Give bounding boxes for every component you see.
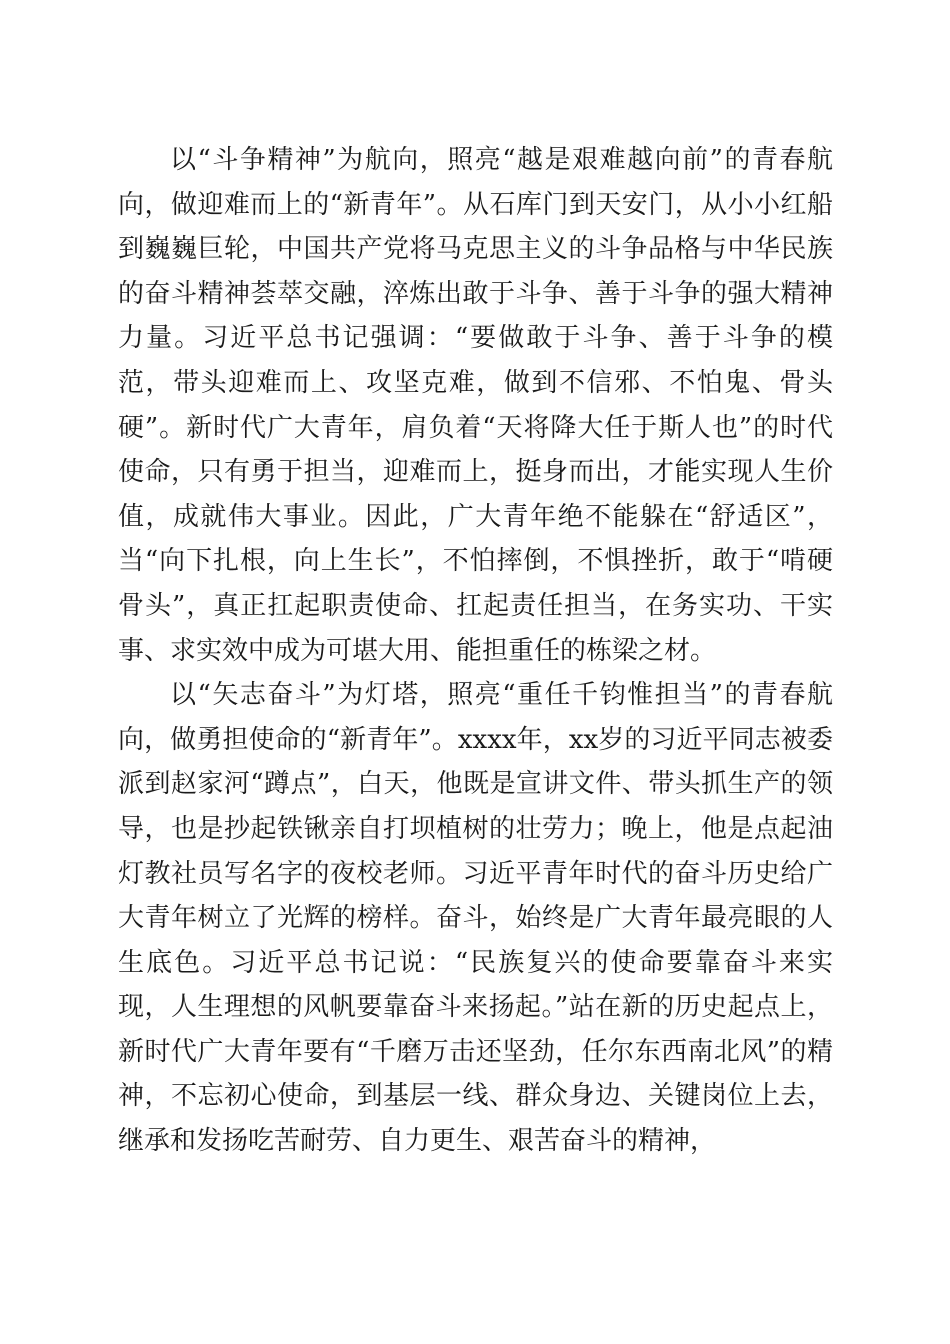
- paragraph-struggle-spirit: 以“斗争精神”为航向，照亮“越是艰难越向前”的青春航向，做迎难而上的“新青年”。从石库门到天安门，从小小红船到巍巍巨轮，中国共产党将马克思主义的斗争品格与中华民族的奋斗精神荟萃交融，淬炼出敢于斗争、善于斗争的强大精神力量。习近平总书记强调：“要做敢于斗争、善于斗争的模范，带头迎难而上、攻坚克难，做到不信邪、不怕鬼、骨头硬”。新时代广大青年，肩负着“天将降大任于斯人也”的时代使命，只有勇于担当，迎难而上，挺身而出，才能实现人生价值，成就伟大事业。因此，广大青年绝不能躲在“舒适区”，当“向下扎根，向上生长”，不怕摔倒，不惧挫折，敢于“啃硬骨头”，真正扛起职责使命、扛起责任担当，在务实功、干实事、求实效中成为可堪大用、能担重任的栋梁之材。: [118, 145, 833, 666]
- paragraph-perseverance: 以“矢志奋斗”为灯塔，照亮“重任千钧惟担当”的青春航向，做勇担使命的“新青年”。xxxx年，xx岁的习近平同志被委派到赵家河“蹲点”，白天，他既是宣讲文件、带头抓生产的领导，也是抄起铁锹亲自打坝植树的壮劳力；晚上，他是点起油灯教社员写名字的夜校老师。习近平青年时代的奋斗历史给广大青年树立了光辉的榜样。奋斗，始终是广大青年最亮眼的人生底色。习近平总书记说：“民族复兴的使命要靠奋斗来实现，人生理想的风帆要靠奋斗来扬起。”站在新的历史起点上，新时代广大青年要有“千磨万击还坚劲，任尔东西南北风”的精神，不忘初心使命，到基层一线、群众身边、关键岗位上去，继承和发扬吃苦耐劳、自力更生、艰苦奋斗的精神，: [118, 680, 833, 1157]
- document-body: [118, 138, 833, 1164]
